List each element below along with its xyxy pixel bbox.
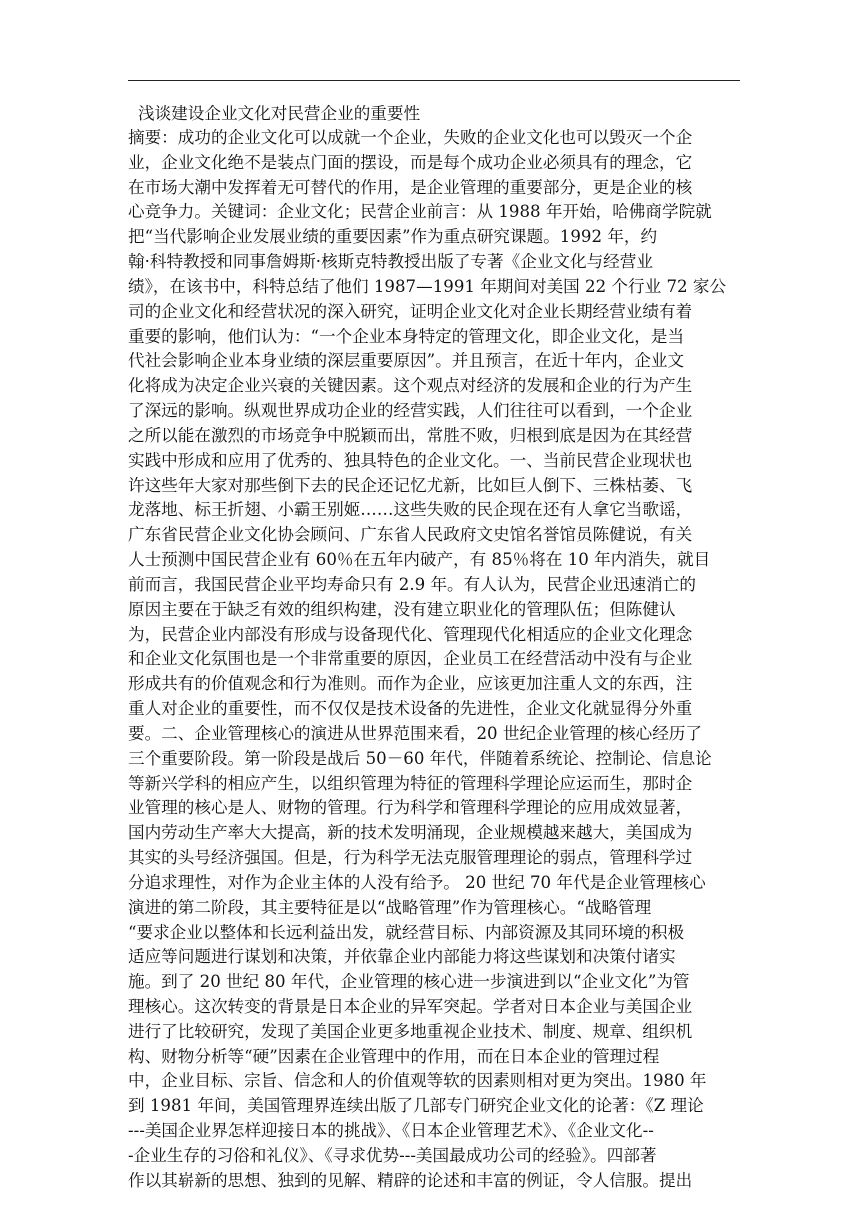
body-text-line: 演进的第二阶段，其主要特征是以“战略管理”作为管理核心。“战略管理 <box>128 897 652 917</box>
body-text-line: 之所以能在激烈的市场竞争中脱颖而出，常胜不败，归根到底是因为在其经营 <box>128 425 693 445</box>
body-text-line: 实践中形成和应用了优秀的、独具特色的企业文化。一、当前民营企业现状也 <box>128 450 693 470</box>
body-text-line: 龙落地、标王折翅、小霸王别姬……这些失败的民企现在还有人拿它当歌谣， <box>128 500 693 520</box>
body-text-line: 把“当代影响企业发展业绩的重要因素”作为重点研究课题。1992 年，约 <box>128 227 658 247</box>
body-text-line: 重人对企业的重要性，而不仅仅是技术设备的先进性，企业文化就显得分外重 <box>128 699 693 719</box>
body-text-line: 适应等问题进行谋划和决策，并依靠企业内部能力将这些谋划和决策付诸实 <box>128 947 676 967</box>
body-text-line: 广东省民营企业文化协会顾问、广东省人民政府文史馆名誉馆员陈健说，有关 <box>128 525 693 545</box>
body-text-line: “要求企业以整体和长远利益出发，就经营目标、内部资源及其同环境的积极 <box>128 922 685 942</box>
body-text-line: ---美国企业界怎样迎接日本的挑战》、《日本企业管理艺术》、《企业文化-- <box>128 1121 654 1141</box>
body-text-line: 要。二、企业管理核心的演进从世界范围来看，20 世纪企业管理的核心经历了 <box>128 723 702 743</box>
body-text-line: 到 1981 年间，美国管理界连续出版了几部专门研究企业文化的论著：《Z 理论 <box>128 1096 704 1116</box>
body-text-line: 业，企业文化绝不是装点门面的摆设，而是每个成功企业必须具有的理念，它 <box>128 152 693 172</box>
body-text-line: 理核心。这次转变的背景是日本企业的异军突起。学者对日本企业与美国企业 <box>128 996 693 1016</box>
body-text-line: 为，民营企业内部没有形成与设备现代化、管理现代化相适应的企业文化理念 <box>128 624 693 644</box>
body-text-line: 等新兴学科的相应产生，以组织管理为特征的管理科学理论应运而生，那时企 <box>128 773 693 793</box>
body-text-line: 代社会影响企业本身业绩的深层重要原因”。并且预言，在近十年内，企业文 <box>128 351 685 371</box>
body-text-line: 重要的影响，他们认为：“一个企业本身特定的管理文化，即企业文化，是当 <box>128 326 685 346</box>
body-text-line: 了深远的影响。纵观世界成功企业的经营实践，人们往往可以看到，一个企业 <box>128 401 693 421</box>
body-text-line: 前而言，我国民营企业平均寿命只有 2.9 年。有人认为，民营企业迅速消亡的 <box>128 574 696 594</box>
body-text-line: 许这些年大家对那些倒下去的民企还记忆尤新，比如巨人倒下、三株枯萎、飞 <box>128 475 693 495</box>
body-text-line: 和企业文化氛围也是一个非常重要的原因，企业员工在经营活动中没有与企业 <box>128 649 693 669</box>
body-text-line: 翰·科特教授和同事詹姆斯·核斯克特教授出版了专著《企业文化与经营业 <box>128 252 653 272</box>
body-text-line: 摘要：成功的企业文化可以成就一个企业，失败的企业文化也可以毁灭一个企 <box>128 128 693 147</box>
document-body <box>128 126 740 1194</box>
body-text-line: 作以其崭新的思想、独到的见解、精辟的论述和丰富的例证，令人信服。提出 <box>128 1170 693 1190</box>
body-text-line: 业管理的核心是人、财物的管理。行为科学和管理科学理论的应用成效显著， <box>128 798 693 818</box>
body-text-line: 进行了比较研究，发现了美国企业更多地重视企业技术、制度、规章、组织机 <box>128 1021 693 1041</box>
body-text-line: 人士预测中国民营企业有 60％在五年内破产，有 85％将在 10 年内消失，就目 <box>128 550 711 570</box>
body-text-line: -企业生存的习俗和礼仪》、《寻求优势---美国最成功公司的经验》。四部著 <box>128 1145 657 1165</box>
body-text-line: 原因主要在于缺乏有效的组织构建，没有建立职业化的管理队伍；但陈健认 <box>128 599 676 619</box>
body-text-line: 形成共有的价值观念和行为准则。而作为企业，应该更加注重人文的东西，注 <box>128 674 693 694</box>
body-text-line: 构、财物分析等“硬”因素在企业管理中的作用，而在日本企业的管理过程 <box>128 1046 660 1066</box>
body-text-line: 三个重要阶段。第一阶段是战后 50－60 年代，伴随着系统论、控制论、信息论 <box>128 748 712 768</box>
body-text-line: 绩》，在该书中，科特总结了他们 1987—1991 年期间对美国 22 个行业 72 家公 <box>128 276 727 296</box>
body-text-line: 分追求理性，对作为企业主体的人没有给予。 20 世纪 70 年代是企业管理核心 <box>128 872 706 892</box>
body-text-line: 化将成为决定企业兴衰的关键因素。这个观点对经济的发展和企业的行为产生 <box>128 376 693 396</box>
body-text-line: 在市场大潮中发挥着无可替代的作用，是企业管理的重要部分，更是企业的核 <box>128 177 693 197</box>
document-title: 浅谈建设企业文化对民营企业的重要性 <box>138 104 421 123</box>
body-text-line: 心竞争力。关键词：企业文化；民营企业前言：从 1988 年开始，哈佛商学院就 <box>128 202 712 222</box>
body-text-line: 其实的头号经济强国。但是，行为科学无法克服管理理论的弱点，管理科学过 <box>128 848 693 868</box>
body-text-line: 司的企业文化和经营状况的深入研究，证明企业文化对企业长期经营业绩有着 <box>128 301 693 321</box>
body-text-line: 中，企业目标、宗旨、信念和人的价值观等软的因素则相对更为突出。1980 年 <box>128 1071 707 1091</box>
body-text-line: 国内劳动生产率大大提高，新的技术发明涌现，企业规模越来越大，美国成为 <box>128 823 693 843</box>
header-rule <box>128 80 740 81</box>
body-text-line: 施。到了 20 世纪 80 年代，企业管理的核心进一步演进到以“企业文化”为管 <box>128 972 690 992</box>
